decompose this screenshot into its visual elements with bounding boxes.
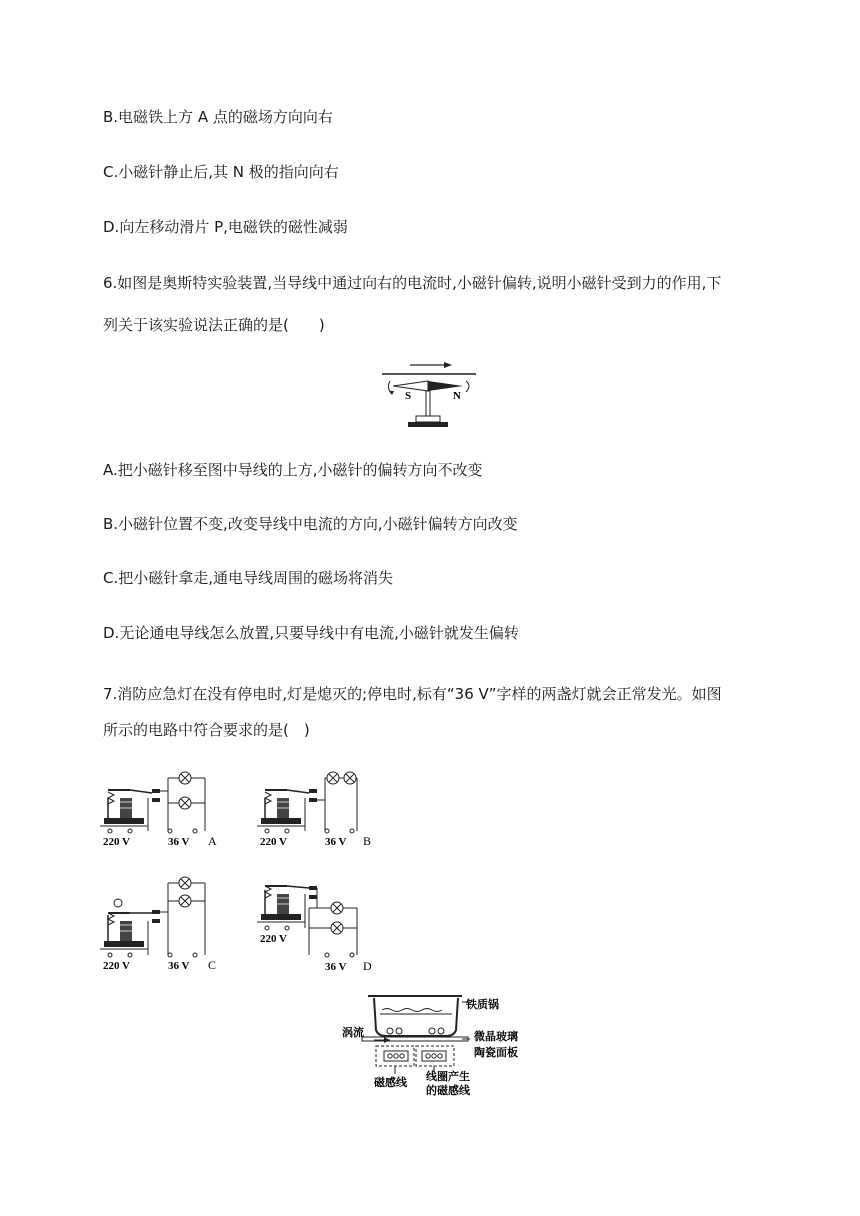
q7-stem-line2: 所示的电路中符合要求的是( ) [103,721,310,739]
circuit-d-letter: D [363,959,372,973]
circuit-b-voltage-36: 36 V [325,836,347,848]
q6-option-c: C.把小磁针拿走,通电导线周围的磁场将消失 [103,569,394,587]
circuit-b-figure [257,768,382,853]
circuit-c-voltage-36: 36 V [168,960,190,972]
circuit-d-voltage-36: 36 V [325,961,347,973]
pole-s-label: S [405,390,412,402]
q6-stem-line1: 6.如图是奥斯特实验装置,当导线中通过向右的电流时,小磁针偏转,说明小磁针受到力的作用,下 [103,274,722,292]
circuit-b-letter: B [363,834,372,848]
circuit-c-letter: C [208,958,217,972]
circuit-c-figure [100,875,225,975]
circuit-a-voltage-36: 36 V [168,836,190,848]
q5-option-c: C.小磁针静止后,其 N 极的指向向右 [103,163,339,181]
q7-stem-line1: 7.消防应急灯在没有停电时,灯是熄灭的;停电时,标有“36 V”字样的两盏灯就会正常发光。如图 [103,685,722,703]
pole-n-label: N [453,390,461,402]
q6-option-a: A.把小磁针移至图中导线的上方,小磁针的偏转方向不改变 [103,461,483,479]
circuit-a-voltage-220: 220 V [103,836,130,848]
q6-stem-line2: 列关于该实验说法正确的是( ) [103,316,325,334]
label-coil-line1: 线圈产生 [426,1070,470,1083]
q6-option-b: B.小磁针位置不变,改变导线中电流的方向,小磁针偏转方向改变 [103,515,518,533]
oersted-figure [378,358,480,432]
q5-option-b: B.电磁铁上方 A 点的磁场方向向右 [103,108,333,126]
q6-option-d: D.无论通电导线怎么放置,只要导线中有电流,小磁针就发生偏转 [103,624,519,642]
circuit-c-voltage-220: 220 V [103,960,130,972]
circuit-a-letter: A [208,834,217,848]
circuit-d-voltage-220: 220 V [260,933,287,945]
q5-option-d: D.向左移动滑片 P,电磁铁的磁性减弱 [103,218,348,236]
label-coil-line2: 的磁感线 [426,1084,470,1097]
label-magnetic-field-lines: 磁感线 [374,1076,407,1089]
induction-cooker-figure [338,990,538,1102]
label-iron-pot: 铁质锅 [466,998,499,1011]
circuit-b-voltage-220: 220 V [260,836,287,848]
label-eddy-current: 涡流 [342,1026,364,1039]
label-panel-line2: 陶瓷面板 [474,1046,518,1059]
label-panel-line1: 微晶玻璃 [474,1030,518,1043]
circuit-a-figure [100,768,225,853]
circuit-d-figure [257,880,382,975]
